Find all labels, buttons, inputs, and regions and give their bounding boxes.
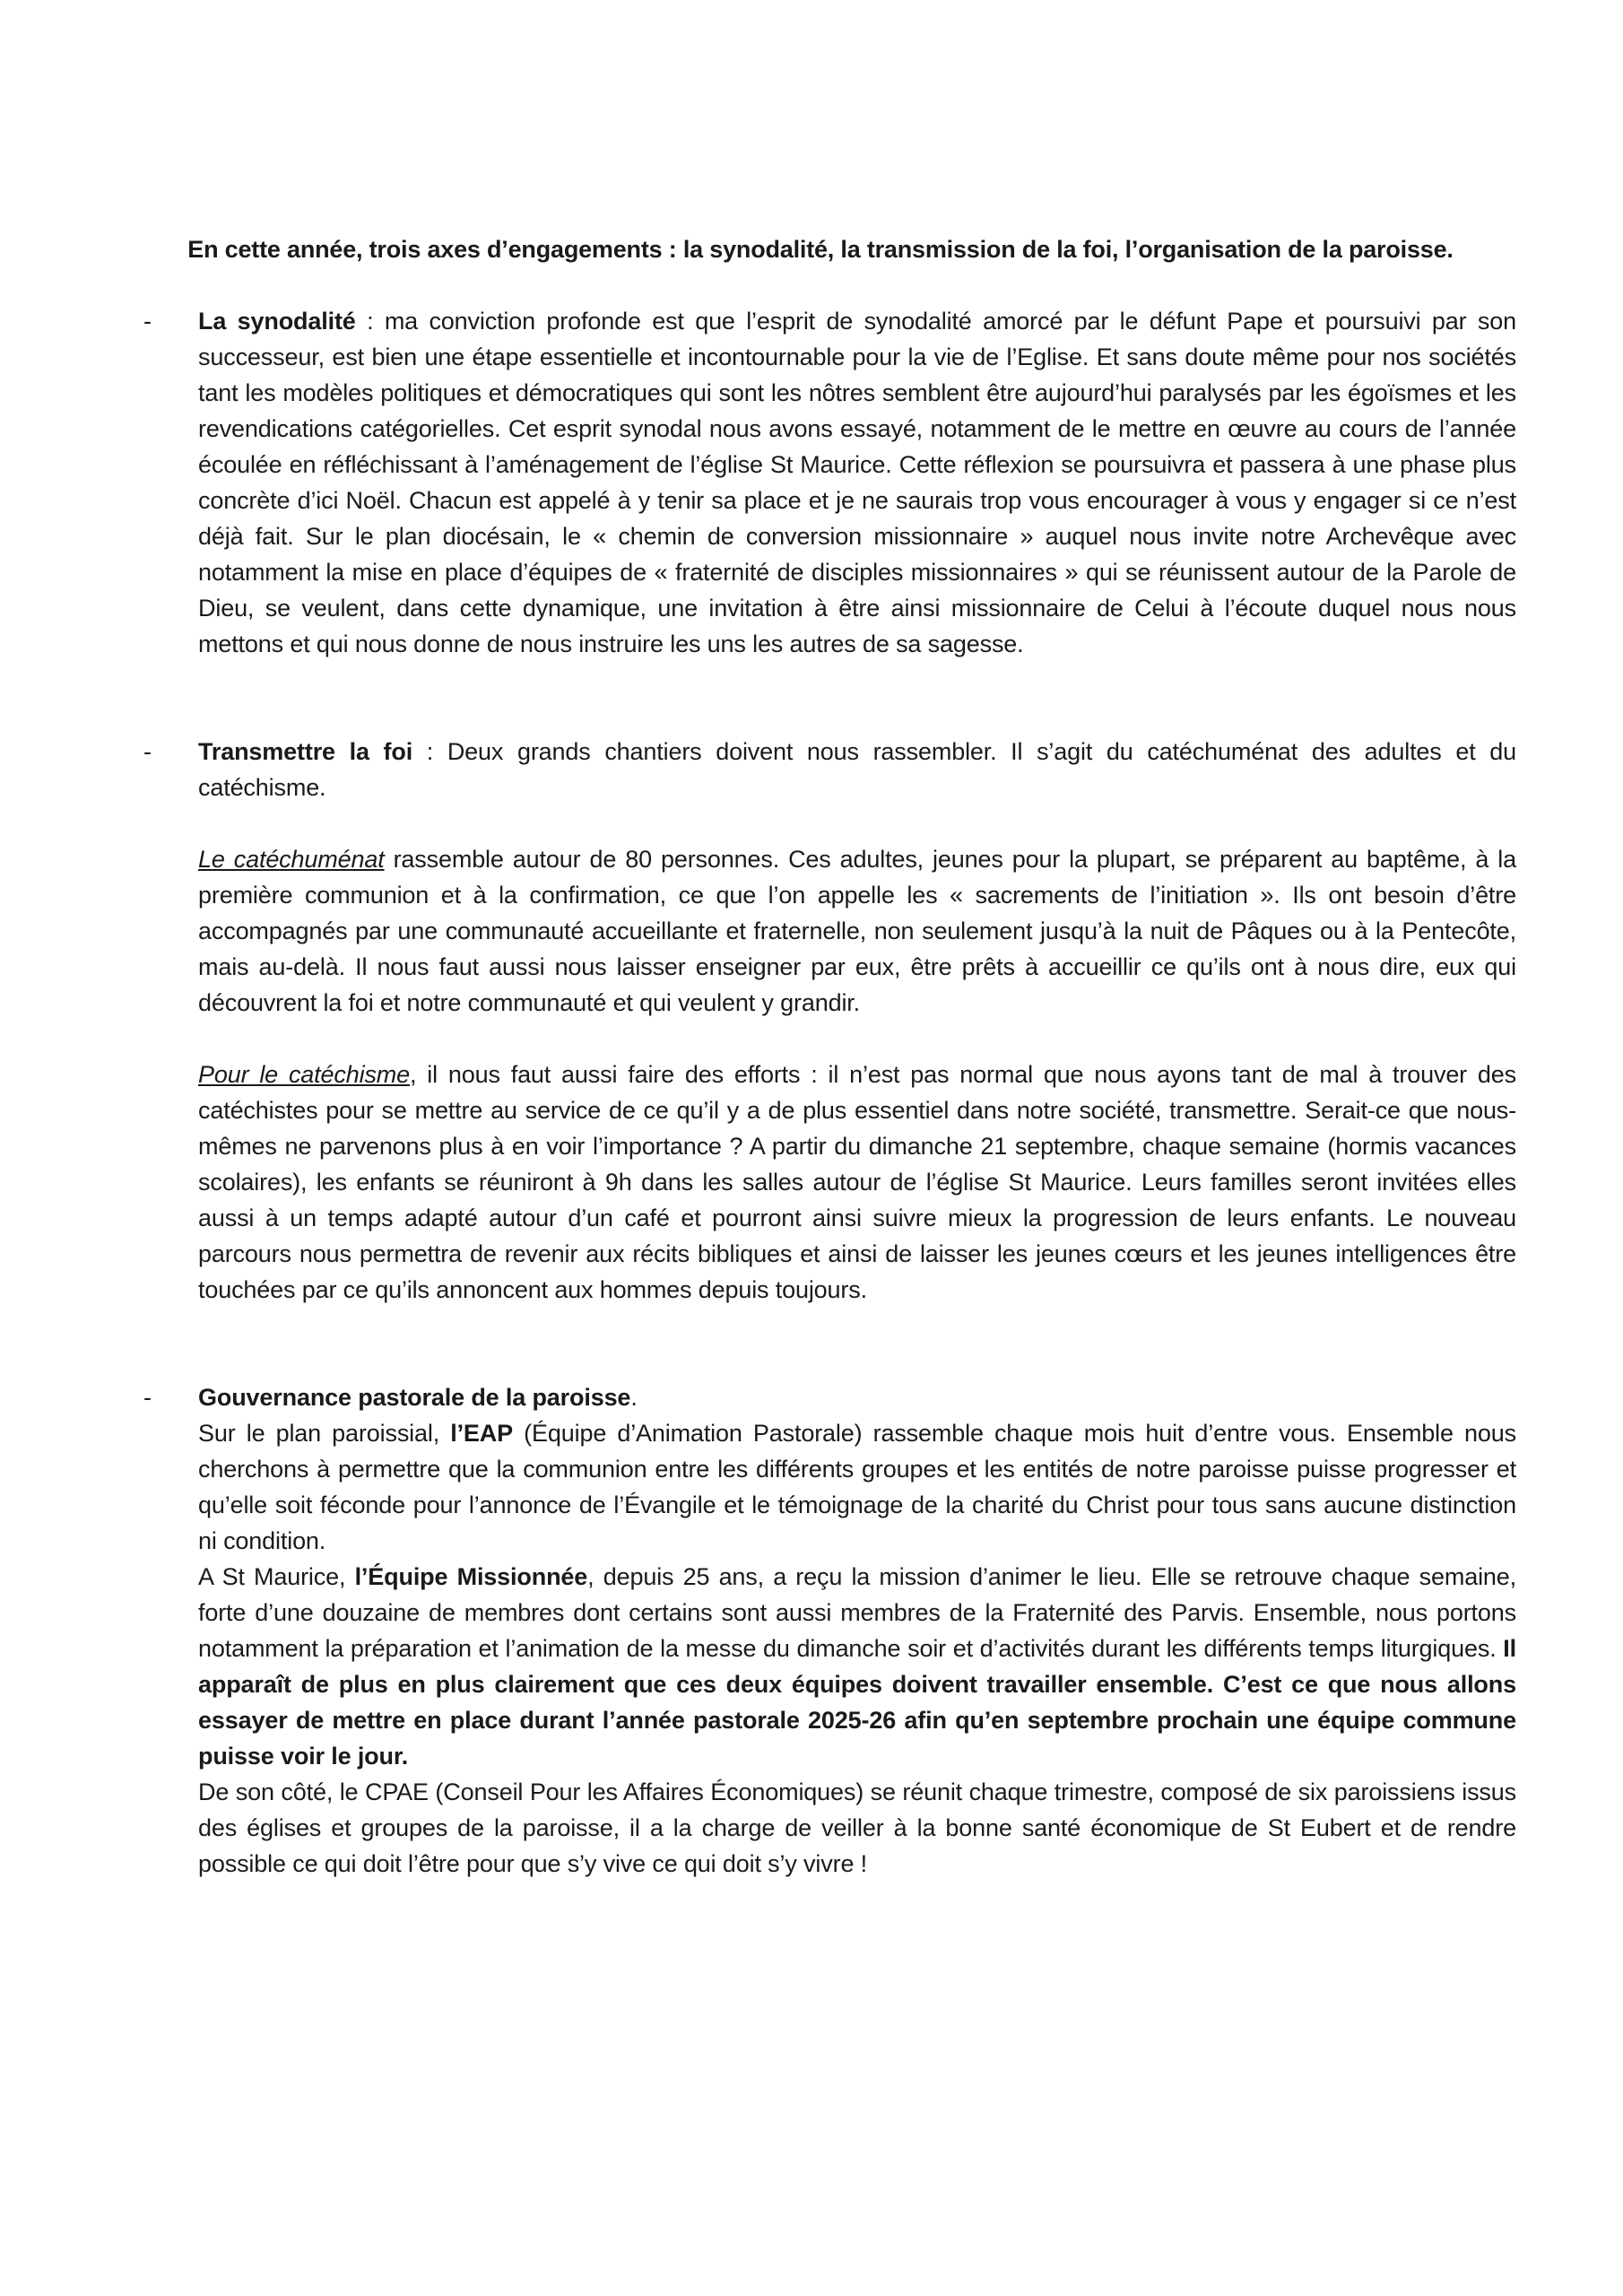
gouvernance-heading: Gouvernance pastorale de la paroisse	[198, 1384, 631, 1411]
synodalite-text: : ma conviction profonde est que l’esprit de synodalité amorcé par le défunt Pape et poursuivi par son successeur, est bien une étape essentielle et incontournable pour la vie de l’Eglise. Et sans doute même pour nos sociétés tant les modèles politiques et démocratiques qui sont les nôtres semblent être aujourd’hui paralysés par les égoïsmes et les revendications catégorielles. Cet esprit synodal nous avons essayé, notamment de le mettre en œuvre au cours de l’année écoulée en réfléchissant à l’aménagement de l’église St Maurice. Cette réflexion se poursuivra et passera à une phase plus concrète d’ici Noël. Chacun est appelé à y tenir sa place et je ne saurais trop vous encourager à vous y engager si ce n’est déjà fait. Sur le plan diocésain, le « chemin de conversion missionnaire » auquel nous invite notre Archevêque avec notamment la mise en place d’équipes de « fraternité de disciples missionnaires » qui se réunissent autour de la Parole de Dieu, se veulent, dans cette dynamique, une invitation à être ainsi missionnaire de Celui à l’écoute duquel nous nous mettons et qui nous donne de nous instruire les uns les autres de sa sagesse.	[198, 308, 1516, 657]
gouvernance-heading-end: .	[630, 1384, 638, 1411]
cpae-paragraph: De son côté, le CPAE (Conseil Pour les Affaires Économiques) se réunit chaque trimestre, composé de six paroissiens issus des églises et groupes de la paroisse, il a la charge de veiller à la bonne santé économique de St Eubert et de rendre possible ce qui doit l’être pour que s’y vive ce qui doit s’y vivre !	[198, 1779, 1516, 1877]
gouvernance-heading-line	[198, 1379, 1516, 1415]
transmettre-text: : Deux grands chantiers doivent nous rassembler. Il s’agit du catéchuménat des adultes et du catéchisme.	[198, 738, 1516, 801]
em-prefix: A St Maurice,	[198, 1563, 355, 1590]
transmettre-heading: Transmettre la foi	[198, 738, 413, 765]
section-transmettre-body	[198, 734, 1516, 1308]
equipe-missionnee-paragraph	[198, 1559, 1516, 1774]
catechumenat-paragraph	[198, 841, 1516, 1021]
em-label: l’Équipe Missionnée	[354, 1563, 588, 1590]
synodalite-paragraph	[198, 303, 1516, 662]
catechisme-text: , il nous faut aussi faire des efforts : il n’est pas normal que nous ayons tant de mal à trouver des catéchistes pour se mettre au service de ce qu’il y a de plus essentiel dans notre société, transmettre. Serait-ce que nous-mêmes ne parvenons plus à en voir l’importance ? A partir du dimanche 21 septembre, chaque semaine (hormis vacances scolaires), les enfants se réuniront à 9h dans les salles autour de l’église St Maurice. Leurs familles seront invitées elles aussi à un temps adapté autour d’un café et pourront ainsi suivre mieux la progression de leurs enfants. Le nouveau parcours nous permettra de revenir aux récits bibliques et ainsi de laisser les jeunes cœurs et les jeunes intelligences être touchées par ce qu’ils annoncent aux hommes depuis toujours.	[198, 1061, 1517, 1303]
eap-text: (Équipe d’Animation Pastorale) rassemble chaque mois huit d’entre vous. Ensemble nous cherchons à permettre que la communion entre les différents groupes et les entités de notre paroisse puisse progresser et qu’elle soit féconde pour l’annonce de l’Évangile et le témoignage de la charité du Christ pour tous sans aucune distinction ni condition.	[198, 1420, 1516, 1554]
section-synodalite-body	[198, 303, 1516, 662]
eap-label: l’EAP	[450, 1420, 514, 1447]
paragraph-gap	[198, 805, 1516, 841]
bullet-dash: -	[143, 308, 152, 335]
page-title: En cette année, trois axes d’engagements : la synodalité, la transmission de la foi, l’organisation de la paroisse.	[187, 236, 1454, 263]
eap-paragraph	[198, 1415, 1516, 1559]
section-gouvernance-body	[198, 1379, 1516, 1882]
catechisme-label: Pour le catéchisme	[198, 1061, 411, 1088]
transmettre-paragraph	[198, 734, 1516, 805]
catechumenat-text: rassemble autour de 80 personnes. Ces adultes, jeunes pour la plupart, se préparent au baptême, à la première communion et à la confirmation, ce que l’on appelle les « sacrements de l’initiation ». Ils ont besoin d’être accompagnés par une communauté accueillante et fraternelle, non seulement jusqu’à la nuit de Pâques ou à la Pentecôte, mais au-delà. Il nous faut aussi nous laisser enseigner par eux, être prêts à accueillir ce qu’ils ont à nous dire, eux qui découvrent la foi et notre communauté et qui veulent y grandir.	[198, 846, 1516, 1016]
catechumenat-label: Le catéchuménat	[198, 846, 385, 873]
em-bold-statement: Il apparaît de plus en plus clairement que ces deux équipes doivent travailler ensemble. C’est ce que nous allons essayer de mettre en place durant l’année pastorale 2025-26 afin qu’en septembre prochain une équipe commune puisse voir le jour.	[198, 1635, 1516, 1770]
bullet-dash: -	[143, 738, 152, 765]
catechisme-paragraph	[198, 1057, 1516, 1308]
eap-prefix: Sur le plan paroissial,	[198, 1420, 451, 1447]
bullet-dash: -	[143, 1384, 152, 1411]
synodalite-heading: La synodalité	[198, 308, 356, 335]
paragraph-gap	[198, 1021, 1516, 1057]
em-text: , depuis 25 ans, a reçu la mission d’animer le lieu. Elle se retrouve chaque semaine, forte d’une douzaine de membres dont certains sont aussi membres de la Fraternité des Parvis. Ensemble, nous portons notamment la préparation et l’animation de la messe du dimanche soir et d’activités durant les différents temps liturgiques.	[198, 1563, 1516, 1662]
